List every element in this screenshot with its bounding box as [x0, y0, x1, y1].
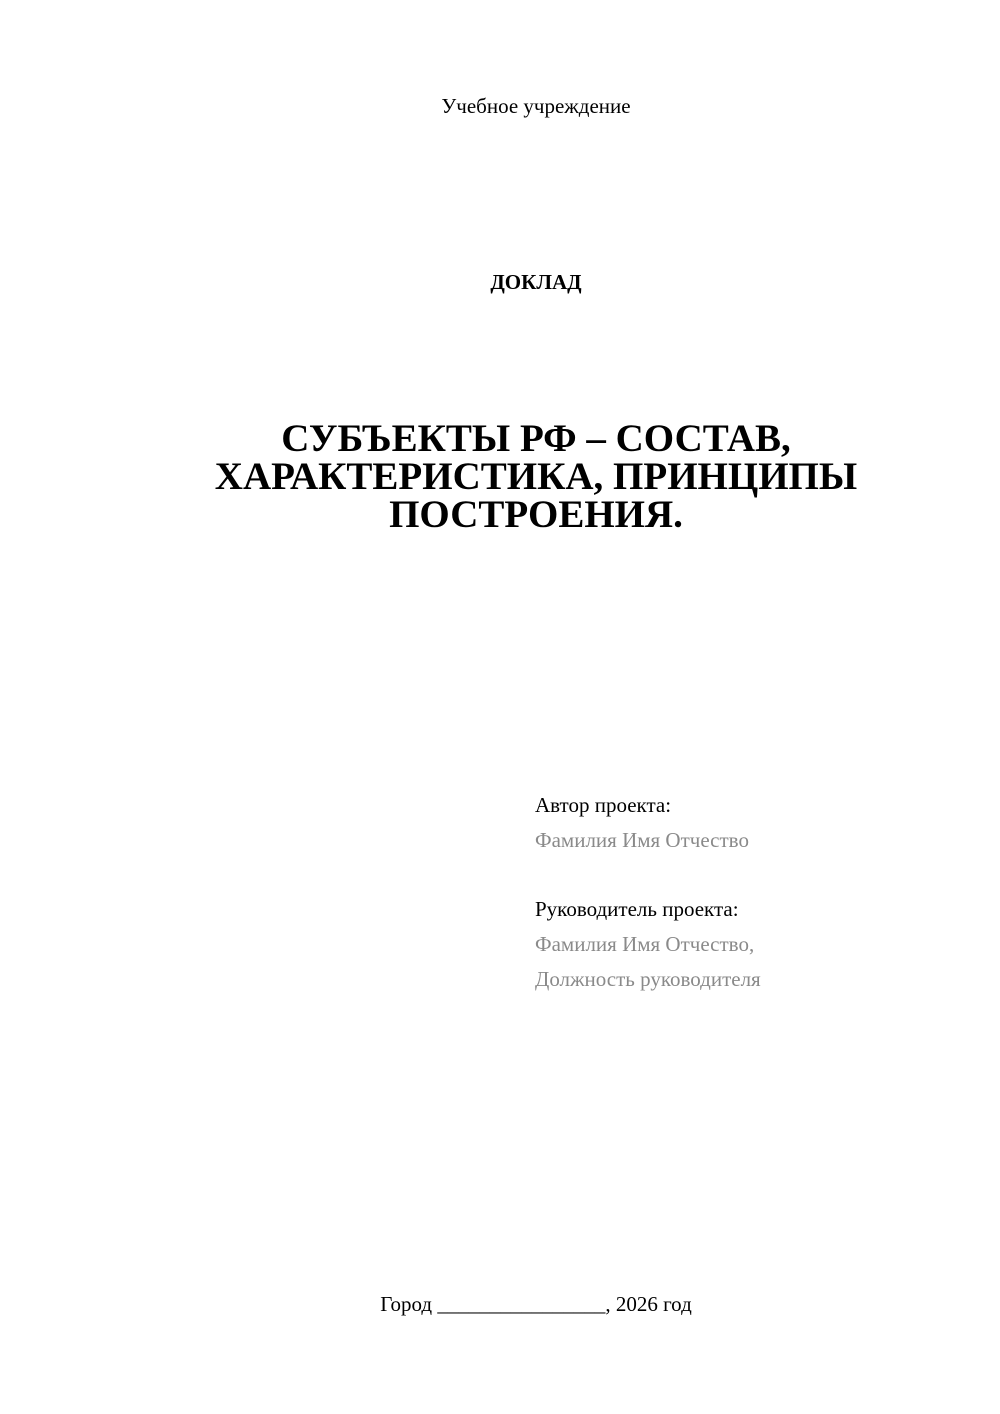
footer-city-year — [0, 1290, 1000, 1318]
document-title-line: ПОСТРОЕНИЯ. — [389, 493, 683, 536]
supervisor-label: Руководитель проекта: — [535, 897, 739, 921]
credits-block — [535, 788, 975, 997]
institution-name: Учебное учреждение — [441, 94, 631, 118]
city-blank: ________________ — [437, 1292, 606, 1316]
author-name: Фамилия Имя Отчество — [535, 828, 749, 852]
supervisor-name: Фамилия Имя Отчество, — [535, 932, 755, 956]
document-title-line: ХАРАКТЕРИСТИКА, ПРИНЦИПЫ — [214, 455, 858, 498]
document-type: ДОКЛАД — [490, 270, 582, 294]
document-title-line: СУБЪЕКТЫ РФ – СОСТАВ, — [281, 417, 791, 460]
year-text: , 2026 год — [605, 1292, 692, 1316]
supervisor-position: Должность руководителя — [535, 967, 761, 991]
document-title — [0, 417, 1000, 536]
city-label: Город — [380, 1292, 433, 1316]
author-label: Автор проекта: — [535, 793, 672, 817]
